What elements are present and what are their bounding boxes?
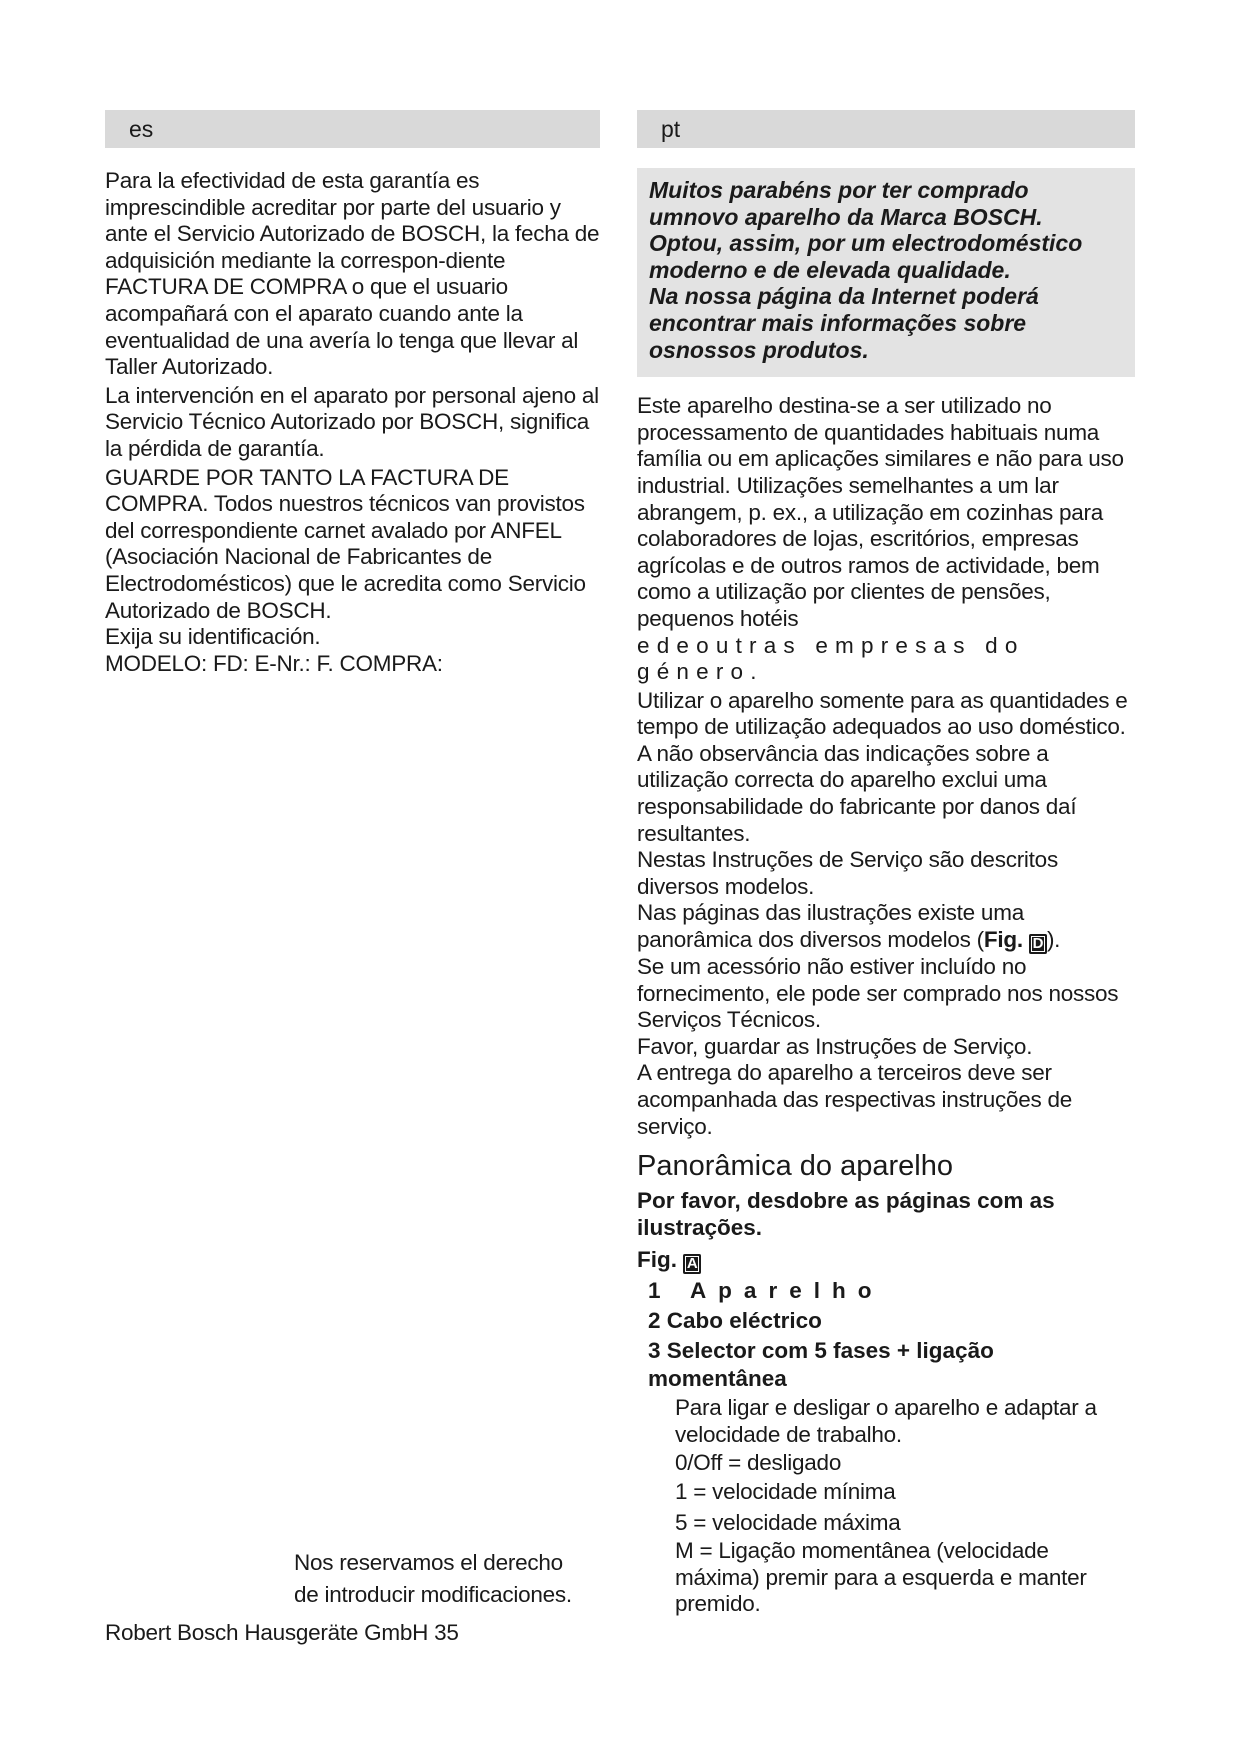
list-item [648, 1277, 1135, 1305]
warranty-paragraph-2: La intervención en el aparato por personal ajeno al Servicio Técnico Autorizado por BOSCH, significa la pérdida de garantía. [105, 382, 599, 461]
list-item-text: Aparelho [689, 1278, 884, 1304]
fig-reference: Fig. [983, 927, 1023, 953]
intro-line: umnovo aparelho da Marca BOSCH. [649, 203, 1043, 230]
language-header-es: es [105, 110, 600, 148]
warranty-paragraph-4: Exija su identificación. [105, 624, 321, 650]
usage-paragraph-6: Se um acessório não estiver incluído no fornecimento, ele pode ser comprado nos nossos Serviços Técnicos. [637, 954, 1119, 1033]
intro-line: Na nossa página da Internet poderá [649, 283, 1039, 310]
usage-paragraph-8: A entrega do aparelho a terceiros deve ser acompanhada das respectivas instruções de serviço. [637, 1060, 1073, 1139]
selector-detail-2: 0/Off = desligado [675, 1450, 842, 1476]
fig-d-badge-icon: D [1029, 934, 1047, 954]
language-header-pt: pt [637, 110, 1135, 148]
usage-paragraph-1-end: edeoutras empresas do género. [637, 632, 1025, 685]
parts-list [637, 1277, 1135, 1393]
warranty-text [105, 168, 600, 677]
selector-detail-4: 5 = velocidade máxima [675, 1509, 901, 1535]
fig-a-text: Fig. [637, 1247, 677, 1273]
usage-paragraph-4: Nestas Instruções de Serviço são descritos diversos modelos. [637, 847, 1058, 899]
usage-paragraph-3: A não observância das indicações sobre a utilização correcta do aparelho exclui uma responsabilidade do fabricante por danos daí resultantes. [637, 740, 1077, 846]
column-pt [637, 110, 1135, 1618]
usage-paragraph-1: Este aparelho destina-se a ser utilizado no processamento de quantidades habituais numa família ou em aplicações similares e não para uso industrial. Utilizações semelhantes a um lar abrangem, p. ex., a utilização em cozinhas para colaboradores de lojas, escritórios, empresas agrícolas e de outros ramos de actividade, bem como a utilização por clientes de pensões, pequenos hotéis [637, 393, 1124, 631]
intro-line: encontrar mais informações sobre [649, 309, 1027, 336]
reservation-line-1: Nos reservamos el derecho [294, 1550, 563, 1575]
list-item [648, 1307, 1135, 1335]
usage-paragraph-7: Favor, guardar as Instruções de Serviço. [637, 1033, 1033, 1059]
intro-line: Muitos parabéns por ter comprado [649, 177, 1029, 203]
usage-paragraph-2: Utilizar o aparelho somente para as quantidades e tempo de utilização adequados ao uso doméstico. [637, 687, 1128, 740]
warranty-paragraph-1: Para la efectividad de esta garantía es imprescindible acreditar por parte del usuario y ante el Servicio Autorizado de BOSCH, la fecha de adquisición mediante la correspon-diente FACTURA DE COMPRA o que el usuario acompañará con el aparato cuando ante la eventualidad de una avería lo tenga que llevar al Taller Autorizado. [105, 168, 600, 380]
section-subtitle: Por favor, desdobre as páginas com as ilustrações. [637, 1188, 1055, 1241]
warranty-paragraph-3: GUARDE POR TANTO LA FACTURA DE COMPRA. Todos nuestros técnicos van provistos del correspondiente carnet avalado por ANFEL (Asociación Nacional de Fabricantes de Electrodomésticos) que le acredita como Servicio Autorizado de BOSCH. [105, 464, 586, 623]
page-footer: Robert Bosch Hausgeräte GmbH 35 [105, 1620, 459, 1645]
list-item [648, 1337, 1135, 1393]
p5-text-end: ). [1046, 927, 1061, 953]
usage-paragraph-5 [637, 900, 1135, 954]
warranty-paragraph-5: MODELO: FD: E-Nr.: F. COMPRA: [105, 650, 443, 676]
selector-detail-1: Para ligar e desligar o aparelho e adaptar a velocidade de trabalho. [675, 1395, 1097, 1447]
column-es [105, 110, 600, 677]
p5-text: Nas páginas das ilustrações existe uma panorâmica dos diversos modelos ( [637, 900, 1024, 953]
fig-a-badge-icon: A [683, 1254, 701, 1274]
reservation-line-2: de introducir modificaciones. [294, 1582, 572, 1607]
list-item-text: Cabo eléctrico [666, 1308, 822, 1334]
section-title: Panorâmica do aparelho [637, 1150, 953, 1183]
selector-detail-5: M = Ligação momentânea (velocidade máxima) premir para a esquerda e manter premido. [675, 1538, 1087, 1617]
list-item-number: 3 [648, 1338, 661, 1364]
intro-line: moderno e de elevada qualidade. [649, 256, 1011, 283]
usage-text [637, 393, 1135, 1618]
reservation-notice [294, 1547, 604, 1611]
list-item-number: 2 [648, 1308, 661, 1334]
intro-line: Optou, assim, por um electrodoméstico [649, 230, 1083, 257]
list-item-text: Selector com 5 fases + ligação momentânea [648, 1338, 994, 1392]
fig-a-label [637, 1245, 1135, 1275]
list-item-number: 1 [648, 1278, 673, 1304]
selector-detail-3: 1 = velocidade mínima [675, 1478, 896, 1504]
intro-box [637, 168, 1135, 377]
intro-line: osnossos produtos. [649, 336, 869, 363]
